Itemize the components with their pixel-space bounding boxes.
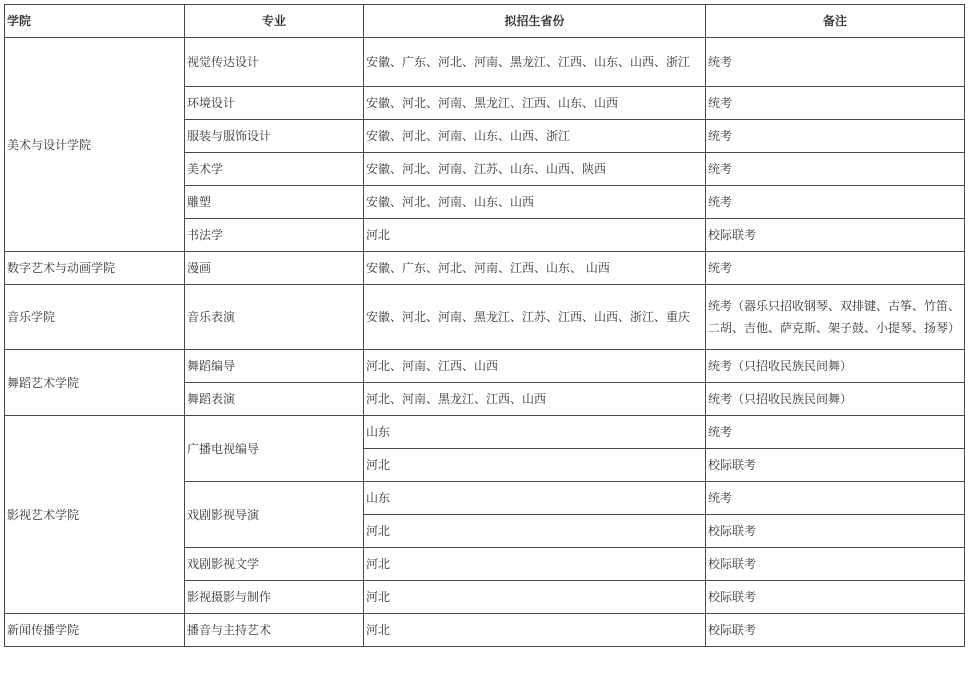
major-cell: 视觉传达设计 bbox=[185, 38, 364, 87]
major-cell: 影视摄影与制作 bbox=[185, 581, 364, 614]
provinces-cell: 山东 bbox=[364, 482, 706, 515]
note-cell: 统考（只招收民族民间舞） bbox=[706, 350, 965, 383]
provinces-cell: 河北 bbox=[364, 614, 706, 647]
college-cell: 美术与设计学院 bbox=[5, 38, 185, 252]
major-cell: 环境设计 bbox=[185, 87, 364, 120]
provinces-cell: 安徽、河北、河南、黑龙江、江西、山东、山西 bbox=[364, 87, 706, 120]
note-cell: 校际联考 bbox=[706, 449, 965, 482]
note-cell: 统考 bbox=[706, 186, 965, 219]
provinces-cell: 安徽、河北、河南、山东、山西 bbox=[364, 186, 706, 219]
college-cell: 数字艺术与动画学院 bbox=[5, 252, 185, 285]
note-cell: 校际联考 bbox=[706, 515, 965, 548]
note-cell: 校际联考 bbox=[706, 614, 965, 647]
provinces-cell: 河北 bbox=[364, 515, 706, 548]
note-cell: 校际联考 bbox=[706, 581, 965, 614]
note-cell: 统考 bbox=[706, 120, 965, 153]
college-cell: 舞蹈艺术学院 bbox=[5, 350, 185, 416]
note-cell: 统考 bbox=[706, 87, 965, 120]
note-cell: 统考 bbox=[706, 153, 965, 186]
provinces-cell: 河北 bbox=[364, 449, 706, 482]
provinces-cell: 安徽、河北、河南、山东、山西、浙江 bbox=[364, 120, 706, 153]
admissions-table bbox=[4, 4, 965, 647]
note-cell: 统考 bbox=[706, 416, 965, 449]
college-cell: 影视艺术学院 bbox=[5, 416, 185, 614]
major-cell: 播音与主持艺术 bbox=[185, 614, 364, 647]
header-major: 专业 bbox=[185, 5, 364, 38]
note-cell: 校际联考 bbox=[706, 548, 965, 581]
major-cell: 美术学 bbox=[185, 153, 364, 186]
table-row bbox=[5, 350, 965, 383]
provinces-cell: 河北、河南、黑龙江、江西、山西 bbox=[364, 383, 706, 416]
note-cell: 统考 bbox=[706, 252, 965, 285]
major-cell: 戏剧影视导演 bbox=[185, 482, 364, 548]
major-cell: 舞蹈表演 bbox=[185, 383, 364, 416]
provinces-cell: 安徽、广东、河北、河南、江西、山东、 山西 bbox=[364, 252, 706, 285]
provinces-cell: 河北 bbox=[364, 581, 706, 614]
major-cell: 服装与服饰设计 bbox=[185, 120, 364, 153]
major-cell: 音乐表演 bbox=[185, 285, 364, 350]
table-row bbox=[5, 285, 965, 350]
major-cell: 广播电视编导 bbox=[185, 416, 364, 482]
table-row bbox=[5, 38, 965, 87]
provinces-cell: 河北 bbox=[364, 548, 706, 581]
major-cell: 戏剧影视文学 bbox=[185, 548, 364, 581]
table-row bbox=[5, 614, 965, 647]
college-cell: 新闻传播学院 bbox=[5, 614, 185, 647]
header-provinces: 拟招生省份 bbox=[364, 5, 706, 38]
header-row bbox=[5, 5, 965, 38]
note-cell: 统考（只招收民族民间舞） bbox=[706, 383, 965, 416]
table-row bbox=[5, 252, 965, 285]
note-cell: 统考（器乐只招收钢琴、双排键、古筝、竹笛、二胡、吉他、萨克斯、架子鼓、小提琴、扬琴） bbox=[706, 285, 965, 350]
table-row bbox=[5, 416, 965, 449]
note-cell: 统考 bbox=[706, 482, 965, 515]
provinces-cell: 安徽、广东、河北、河南、黑龙江、江西、山东、山西、浙江 bbox=[364, 38, 706, 87]
major-cell: 舞蹈编导 bbox=[185, 350, 364, 383]
major-cell: 书法学 bbox=[185, 219, 364, 252]
note-cell: 统考 bbox=[706, 38, 965, 87]
college-cell: 音乐学院 bbox=[5, 285, 185, 350]
provinces-cell: 河北、河南、江西、山西 bbox=[364, 350, 706, 383]
header-note: 备注 bbox=[706, 5, 965, 38]
provinces-cell: 河北 bbox=[364, 219, 706, 252]
provinces-cell: 山东 bbox=[364, 416, 706, 449]
provinces-cell: 安徽、河北、河南、黑龙江、江苏、江西、山西、浙江、重庆 bbox=[364, 285, 706, 350]
note-cell: 校际联考 bbox=[706, 219, 965, 252]
major-cell: 漫画 bbox=[185, 252, 364, 285]
header-college: 学院 bbox=[5, 5, 185, 38]
provinces-cell: 安徽、河北、河南、江苏、山东、山西、陕西 bbox=[364, 153, 706, 186]
major-cell: 雕塑 bbox=[185, 186, 364, 219]
